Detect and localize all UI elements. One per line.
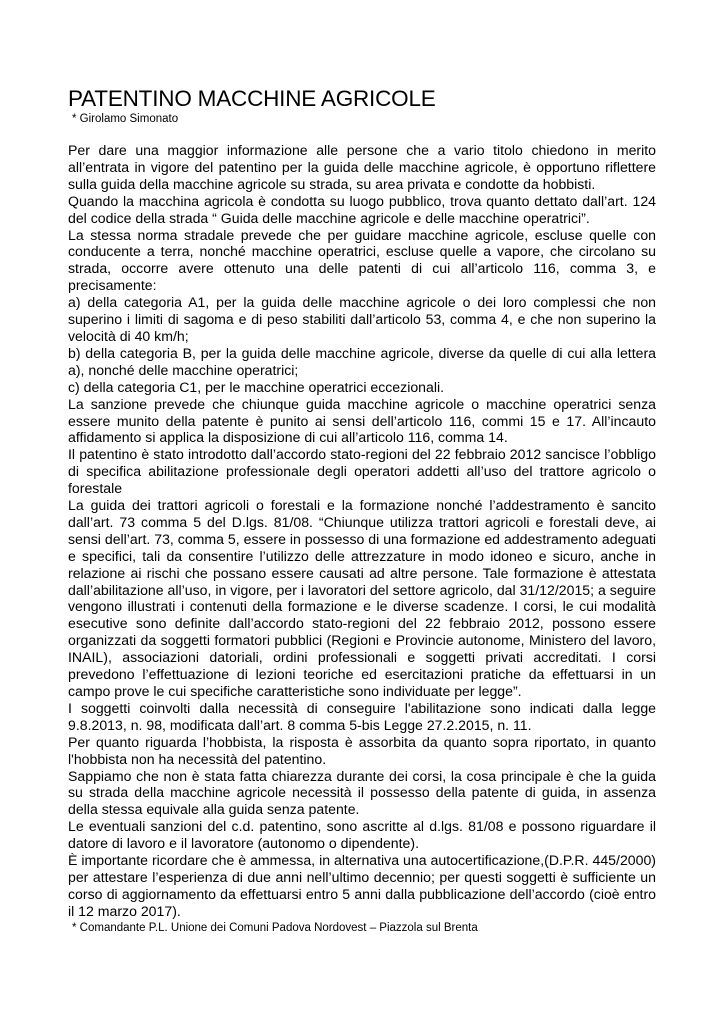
document-body bbox=[68, 142, 656, 920]
paragraph-categoria-c1: c) della categoria C1, per le macchine operatrici eccezionali. bbox=[68, 378, 445, 395]
author-line: * Girolamo Simonato bbox=[72, 113, 179, 125]
document-page bbox=[68, 86, 656, 935]
paragraph-intro: Per dare una maggior informazione alle persone che a vario titolo chiedono in merito all’entrata in vigore del patentino per la guida delle macchine agricole, è opportuno riflettere sulla guida della macchine agricole su strada, su area privata e condotte da hobbisti. bbox=[68, 142, 656, 192]
paragraph-sanzione: La sanzione prevede che chiunque guida macchine agricole o macchine operatrici senza essere munito della patente è punito ai sensi dell’articolo 116, commi 15 e 17. All’incauto affidamento si applica la disposizione di cui all’articolo 116, comma 14. bbox=[68, 395, 656, 446]
paragraph-guida-trattori: La guida dei trattori agricoli o forestali e la formazione nonché l’addestramento è sancito dall’art. 73 comma 5 del D.lgs. 81/08. “Chiunque utilizza trattori agricoli e forestali deve, ai sensi dell’art. 73, comma 5, essere in possesso di una formazione ed addestramento adeguati e specifici, tali da consentire l’utilizzo delle attrezzature in modo idoneo e sicuro, anche in relazione ai rischi che possano essere causati ad altre persone. Tale formazione è attestata dall’abilitazione all’uso, in vigore, per i lavoratori del settore agricolo, dal 31/12/2015; a seguire vengono illustrati i contenuti della formazione e le diverse scadenze. I corsi, le cui modalità esecutive sono definite dall’accordo stato-regioni del 22 febbraio 2012, possono essere organizzati da soggetti formatori pubblici (Regioni e Provincie autonome, Ministero del lavoro, INAIL), associazioni datoriali, ordini professionali e soggetti privati accreditati. I corsi prevedono l’effettuazione di lezioni teoriche ed esercitazioni pratiche da effettuarsi in un campo prove le cui specifiche caratteristiche sono individuate per legge”. bbox=[68, 497, 656, 699]
paragraph-chiarezza: Sappiamo che non è stata fatta chiarezza durante dei corsi, la cosa principale è che la guida su strada della macchine agricole necessità il possesso della patente di guida, in assenza della stessa equivale alla guida senza patente. bbox=[68, 767, 656, 818]
paragraph-art124: Quando la macchina agricola è condotta su luogo pubblico, trova quanto dettato dall’art. 124 del codice della strada “ Guida delle macchine agricole e delle macchine operatrici”. bbox=[68, 192, 656, 226]
paragraph-categoria-b: b) della categoria B, per la guida delle macchine agricole, diverse da quelle di cui alla lettera a), nonché delle macchine operatrici; bbox=[68, 344, 656, 378]
paragraph-patentino: Il patentino è stato introdotto dall’accordo stato-regioni del 22 febbraio 2012 sancisce l’obbligo di specifica abilitazione professionale degli operatori addetti all’uso del trattore agricolo o forestale bbox=[68, 446, 656, 497]
footer-note: * Comandante P.L. Unione dei Comuni Padova Nordovest – Piazzola sul Brenta bbox=[72, 921, 478, 934]
paragraph-norma-stradale: La stessa norma stradale prevede che per guidare macchine agricole, escluse quelle con conducente a terra, nonché macchine operatrici, escluse quelle a vapore, che circolano su strada, occorre avere ottenuto una delle patenti di cui all’articolo 116, comma 3, e precisamente: bbox=[68, 226, 656, 294]
paragraph-hobbista: Per quanto riguarda l’hobbista, la risposta è assorbita da quanto sopra riportato, in quanto l'hobbista non ha necessità del patentino. bbox=[68, 733, 656, 767]
paragraph-soggetti: I soggetti coinvolti dalla necessità di conseguire l'abilitazione sono indicati dalla legge 9.8.2013, n. 98, modificata dall’art. 8 comma 5-bis Legge 27.2.2015, n. 11. bbox=[68, 699, 656, 733]
paragraph-autocertificazione: È importante ricordare che è ammessa, in alternativa una autocertificazione,(D.P.R. 445/2000) per attestare l’esperienza di due anni nell’ultimo decennio; per questi soggetti è sufficiente un corso di aggiornamento da effettuarsi entro 5 anni dalla pubblicazione dell’accordo (cioè entro il 12 marzo 2017). bbox=[68, 852, 656, 919]
document-title: PATENTINO MACCHINE AGRICOLE bbox=[68, 86, 436, 111]
paragraph-sanzioni: Le eventuali sanzioni del c.d. patentino, sono ascritte al d.lgs. 81/08 e possono riguardare il datore di lavoro e il lavoratore (autonomo o dipendente). bbox=[68, 818, 656, 852]
paragraph-categoria-a1: a) della categoria A1, per la guida delle macchine agricole o dei loro complessi che non superino i limiti di sagoma e di peso stabiliti dall’articolo 53, comma 4, e che non superino la velocità di 40 km/h; bbox=[68, 294, 656, 344]
